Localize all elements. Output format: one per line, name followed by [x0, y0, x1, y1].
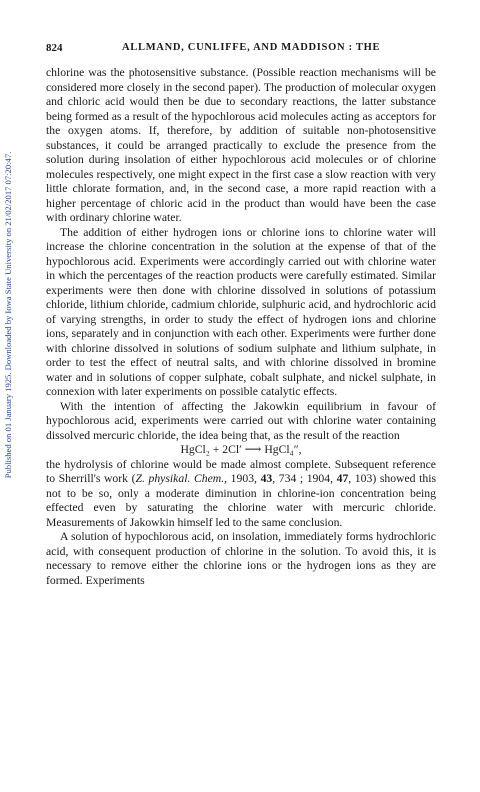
- page-number: 824: [46, 42, 63, 54]
- citation-year-a: , 1903,: [224, 472, 261, 485]
- journal-title: Z. physikal. Chem.: [135, 472, 225, 485]
- download-watermark: [2, 80, 14, 550]
- paragraph-2: The addition of either hydrogen ions or chlorine ions to chlorine water will increase the chlorine concentration in the solution at the expense of that of the hypochlorous acid. Experiments were accordingly carried out with chlorine water in which the percentages of the reaction products were carefully estimated. Similar experiments were then done with chlorine dissolved in solutions of potassium chloride, lithium chloride, cadmium chloride, sulphuric acid, and hydrochloric acid of varying strengths, in order to study the effect of hydrogen ions and chlorine ions, separately and in conjunction with each other. Experiments were further done with chlorine dissolved in solutions of sodium sulphate and lithium sulphate, in order to test the effect of neutral salts, and with chlorine dissolved in bromine water and in solutions of copper sulphate, cobalt sulphate, and nickel sulphate, in connexion with later experiments on possible catalytic effects.: [46, 225, 436, 398]
- paragraph-1: chlorine was the photosensitive substance. (Possible reaction mechanisms will be considered more closely in the second paper). The production of molecular oxygen and chloric acid would then be due to secondary reactions, the latter substance being formed as a result of the hypochlorous acid molecules acting as acceptors for the oxygen atoms. If, therefore, by addition of suitable non-photosensitive substances, it could be arranged practically to exclude the presence from the solution during insolation of either hypochlorous acid molecules or of chlorine molecules respectively, one might expect in the first case a slow reaction with very little chlorate formation, and, in the second case, a more rapid reaction with a higher percentage of chloric acid in the product than would have been the case with ordinary chlorine water.: [46, 66, 436, 224]
- paragraph-3: With the intention of affecting the Jakowkin equilibrium in favour of hypochlorous acid, experiments were carried out with chlorine water containing dissolved mercuric chloride, the idea being that, as the result of the reaction: [46, 399, 436, 442]
- paragraph-4: [46, 458, 436, 531]
- paragraph-4-text-a: the hydrolysis of chlorine would be made almost complete. Subsequent reference to Sherrill's work (: [46, 457, 436, 485]
- running-head: ALLMAND, CUNLIFFE, AND MADDISON : THE: [122, 42, 381, 53]
- citation-volume-b: 47: [336, 472, 349, 485]
- paragraph-4-text-b: , 103) showed this not to be so, only a moderate diminution in chlorine-ion concentration being effected even by saturating the chlorine water with mercuric chloride. Measurements of Jakowkin himself led to the same conclusion.: [46, 472, 437, 529]
- download-watermark-text: Published on 01 January 1925. Downloaded by Iowa State University on 21/02/2017 07:20:47.: [3, 151, 13, 479]
- citation-volume-a: 43: [260, 472, 273, 485]
- reaction-equation: HgCl₂ + 2Cl′ ⟶ HgCl₄″,: [180, 443, 302, 456]
- paragraph-5: A solution of hypochlorous acid, on insolation, immediately forms hydrochloric acid, with consequent production of chlorine in the solution. To avoid this, it is necessary to remove either the chlorine ions or the hydrogen ions as they are formed. Experiments: [46, 530, 436, 587]
- article-body: [46, 66, 436, 588]
- page-header: [46, 42, 436, 56]
- citation-year-b: , 734 ; 1904,: [272, 472, 337, 485]
